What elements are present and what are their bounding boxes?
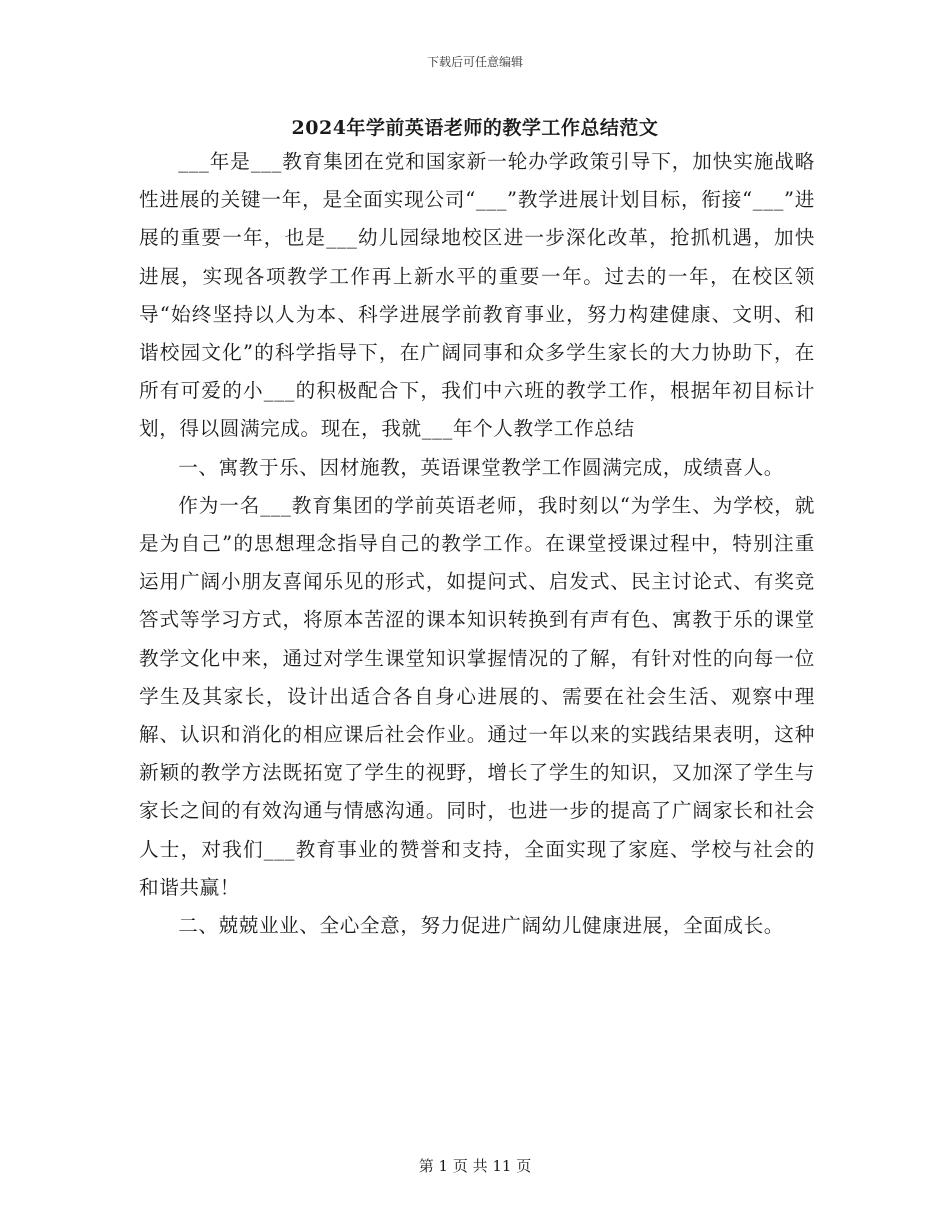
- paragraph-intro: ___年是___教育集团在党和国家新一轮办学政策引导下，加快实施战略性进展的关键一年，是全面实现公司“___”教学进展计划目标，衔接“___”进展的重要一年，也是___幼儿园绿地校区进一步深化改革，抢抓机遇，加快进展，实现各项教学工作再上新水平的重要一年。过去的一年，在校区领导“始终坚持以人为本、科学进展学前教育事业，努力构建健康、文明、和谐校园文化”的科学指导下，在广阔同事和众多学生家长的大力协助下，在所有可爱的小___的积极配合下，我们中六班的教学工作，根据年初目标计划，得以圆满完成。现在，我就___年个人教学工作总结: [139, 150, 815, 441]
- section-heading-1: 一、寓教于乐、因材施教，英语课堂教学工作圆满完成，成绩喜人。: [178, 455, 784, 479]
- section-heading-2: 二、兢兢业业、全心全意，努力促进广阔幼儿健康进展，全面成长。: [178, 914, 784, 938]
- document-body: [139, 143, 815, 945]
- paragraph-section-1: 作为一名___教育集团的学前英语老师，我时刻以“为学生、为学校，就是为自己”的思想理念指导自己的教学工作。在课堂授课过程中，特别注重运用广阔小朋友喜闻乐见的形式，如提问式、启发式、民主讨论式、有奖竞答式等学习方式，将原本苦涩的课本知识转换到有声有色、寓教于乐的课堂教学文化中来，通过对学生课堂知识掌握情况的了解，有针对性的向每一位学生及其家长，设计出适合各自身心进展的、需要在社会生活、观察中理解、认识和消化的相应课后社会作业。通过一年以来的实践结果表明，这种新颖的教学方法既拓宽了学生的视野，增长了学生的知识，又加深了学生与家长之间的有效沟通与情感沟通。同时，也进一步的提高了广阔家长和社会人士，对我们___教育事业的赞誉和支持，全面实现了家庭、学校与社会的和谐共赢！: [139, 493, 815, 899]
- document-title: 2024年学前英语老师的教学工作总结范文: [291, 117, 659, 139]
- header-note: 下载后可任意编辑: [426, 55, 523, 69]
- page-number: 第 1 页 共 11 页: [418, 1157, 532, 1175]
